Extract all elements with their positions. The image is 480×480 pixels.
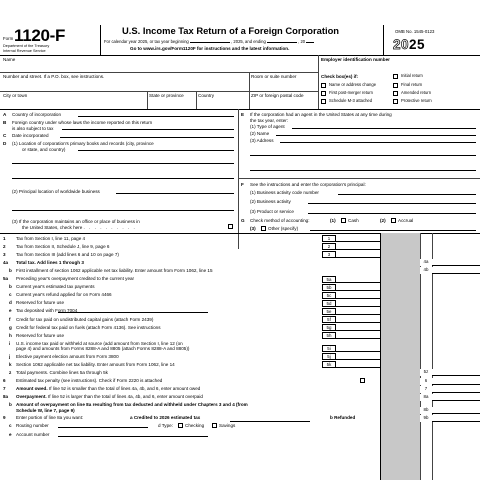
- accrual-option-number: (2): [380, 218, 386, 223]
- accrual-checkbox[interactable]: [391, 218, 396, 223]
- activity-code-field[interactable]: [338, 190, 476, 195]
- account-number-field[interactable]: [58, 432, 208, 437]
- line-amount-field[interactable]: [432, 378, 480, 385]
- line-amount-field[interactable]: [432, 259, 480, 266]
- refunded-label: b Refunded: [330, 415, 356, 421]
- agent-address-label: (3) Address: [250, 138, 274, 143]
- question-d-letter: D: [3, 141, 7, 146]
- line-text: Current year's refund applied for on Form 4466: [16, 292, 112, 298]
- line-box-label: 4a: [420, 259, 432, 266]
- question-d1-text2: or state, and country): [22, 146, 66, 152]
- line-text: Reserved for future use: [16, 332, 65, 338]
- line-text: First installment of section 1062 applicable net tax liability. Enter amount from Form 1062, line 15: [16, 267, 213, 273]
- checking-checkbox[interactable]: [178, 423, 183, 428]
- question-d1-text: (1) Location of corporation's primary books and records (city, province: [12, 141, 154, 146]
- cash-label: Cash: [348, 218, 359, 223]
- tax-year: 2025: [393, 37, 426, 52]
- line-number: z: [9, 369, 12, 375]
- question-b-text: Foreign country under whose laws the income reported on this return: [12, 120, 153, 125]
- line-number: 3: [3, 251, 6, 257]
- other-method-field[interactable]: [310, 226, 476, 231]
- question-g-text: Check method of accounting:: [250, 218, 310, 223]
- question-d3-text2: the United States, check here . . . . . . . . . .: [22, 224, 137, 230]
- date-incorporated-field[interactable]: [60, 133, 234, 138]
- line-box-label: 8b: [420, 407, 432, 414]
- line-number: 1: [3, 235, 6, 241]
- business-activity-label: (2) Business activity: [250, 199, 291, 204]
- line-amount-field[interactable]: [336, 308, 380, 315]
- other-checkbox[interactable]: [261, 226, 266, 231]
- agent-name-label: (2) Name: [250, 131, 270, 136]
- line-number: 2: [3, 243, 6, 249]
- line-text: Tax from Section II, Schedule J, line 9, page 6: [16, 243, 110, 249]
- line-text: Tax from Section III (add lines 6 and 10 on page 7): [16, 251, 119, 257]
- agent-type-label: (1) Type of agent: [250, 124, 285, 129]
- line-number: c: [9, 292, 12, 298]
- accrual-label: Accrual: [398, 218, 414, 223]
- street-label: Number and street. If a P.O. box, see instructions.: [3, 73, 105, 79]
- line-text: Current year's estimated tax payments: [16, 284, 95, 290]
- account-number-field[interactable]: [58, 308, 208, 313]
- line-amount-field[interactable]: [336, 235, 380, 242]
- question-c-letter: C: [3, 133, 7, 138]
- line-text-continued: Schedule W, line 7, page 9): [16, 407, 75, 413]
- line-text: Reserved for future use: [16, 300, 65, 306]
- post-merger-label: First post-merger return: [329, 90, 373, 95]
- line-box-label: 2: [322, 243, 336, 250]
- question-b-letter: B: [3, 120, 7, 125]
- line-text: Estimated tax penalty (see instructions). Check if Form 2220 is attached: [16, 378, 163, 384]
- line-amount-field[interactable]: [336, 353, 380, 360]
- line-box-label: 5a: [322, 276, 336, 283]
- final-return-checkbox[interactable]: [393, 83, 398, 88]
- books-location-field-2[interactable]: [12, 159, 234, 164]
- post-merger-checkbox[interactable]: [321, 91, 326, 96]
- activity-code-label: (1) Business activity code number: [250, 190, 319, 195]
- question-e-text2: the tax year, enter:: [250, 117, 289, 123]
- question-f-text: See the instructions and enter the corporation's principal:: [250, 182, 366, 187]
- line-number: b: [9, 402, 12, 408]
- foreign-country-field[interactable]: [62, 125, 234, 130]
- line-number: 8a: [3, 394, 9, 400]
- line-number: i: [9, 340, 11, 346]
- instructions-link[interactable]: Go to www.irs.gov/Form1120F for instructions and the latest information.: [130, 46, 290, 51]
- form-title: U.S. Income Tax Return of a Foreign Corporation: [122, 25, 340, 36]
- country-incorporation-field[interactable]: [78, 112, 234, 117]
- credited-estimated-label: a Credited to 2026 estimated tax: [130, 415, 201, 421]
- routing-number-field[interactable]: [58, 423, 148, 428]
- question-e-letter: E: [241, 112, 245, 117]
- line-number: h: [9, 332, 12, 338]
- line-box-label: 5g: [322, 324, 336, 331]
- worldwide-business-field[interactable]: [116, 189, 234, 194]
- line-box-label: 4b: [420, 267, 432, 274]
- initial-return-checkbox[interactable]: [393, 74, 398, 79]
- line-number: b: [9, 284, 12, 290]
- line-text: Amount of overpayment on line 8a resulting from tax deducted and withheld under Chapters 3 and 4 (from: [16, 402, 248, 408]
- line-number: e: [9, 308, 12, 314]
- line-number: j: [9, 353, 11, 359]
- line-text: Elective payment election amount from Form 3800: [16, 353, 119, 359]
- question-b-text2: is also subject to tax: [12, 125, 54, 131]
- question-e-text: If the corporation had an agent in the United States at any time during: [250, 112, 392, 117]
- question-g-letter: G: [241, 218, 245, 223]
- credited-amount-field[interactable]: [230, 415, 310, 422]
- line-text: Credit for tax paid on undistributed capital gains (attach Form 2439): [16, 316, 154, 322]
- line-number: g: [9, 324, 12, 330]
- line-amount-field[interactable]: [336, 251, 380, 258]
- line-box-label: 6: [420, 378, 432, 385]
- line-amount-field[interactable]: [336, 316, 380, 323]
- agent-address-field[interactable]: [280, 138, 476, 143]
- line-text: Enter portion of line 8a you want:: [16, 415, 84, 421]
- amended-return-label: Amended return: [401, 90, 432, 95]
- city-label: City or town: [3, 92, 28, 98]
- line-text: Amount owed. If line 5z is smaller than the total of lines 4a, 4b, and 6, enter amount owed: [16, 386, 201, 392]
- name-change-label: Name or address change: [329, 82, 377, 87]
- state-label: State or province: [149, 92, 184, 98]
- line-number: 9: [3, 415, 6, 421]
- agent-address-field-3[interactable]: [250, 166, 476, 171]
- books-location-field-3[interactable]: [12, 174, 234, 179]
- line-amount-field[interactable]: [336, 345, 380, 352]
- line-amount-field[interactable]: [336, 243, 380, 250]
- line-box-label: 5i: [322, 345, 336, 352]
- line-number: 4a: [3, 259, 9, 265]
- ein-label: Employer identification number: [321, 57, 390, 62]
- line-text: Account number: [16, 431, 50, 437]
- books-location-field[interactable]: [78, 146, 234, 151]
- line-box-label: 3: [322, 251, 336, 258]
- line-box-label: 5e: [322, 308, 336, 315]
- line-box-label: 5k: [322, 361, 336, 368]
- agent-type-field[interactable]: [292, 124, 476, 129]
- savings-checkbox[interactable]: [212, 423, 217, 428]
- line-amount-field[interactable]: [432, 386, 480, 393]
- line-text: Tax from Section I, line 11, page 4: [16, 235, 86, 241]
- line-amount-field[interactable]: [336, 361, 380, 368]
- question-d3-text: (3) If the corporation maintains an office or place of business in: [12, 219, 140, 224]
- line-text: Total payments. Combine lines 5a through 5k: [16, 369, 108, 375]
- checking-label: Checking: [185, 423, 205, 429]
- line-box-label: 5h: [322, 332, 336, 339]
- question-a-text: Country of incorporation: [12, 112, 62, 117]
- line-box-label: 5c: [322, 292, 336, 299]
- line-box-label: 5z: [420, 369, 432, 376]
- line-text: Routing number: [16, 423, 49, 429]
- name-field[interactable]: [3, 62, 315, 71]
- line-amount-field[interactable]: [432, 394, 480, 401]
- agent-name-field[interactable]: [276, 131, 476, 136]
- question-c-text: Date incorporated: [12, 133, 49, 138]
- line-amount-field[interactable]: [336, 300, 380, 307]
- worldwide-business-field-2[interactable]: [12, 206, 234, 211]
- line-text: Overpayment. If line 5z is larger than the total of lines 4a, 4b, and 6, enter amount overpaid: [16, 394, 203, 400]
- line-box-label: 5d: [322, 300, 336, 307]
- amended-return-checkbox[interactable]: [393, 91, 398, 96]
- line-text-continued: page 4) and amounts from Forms 8288-A and 8805 (attach Forms 8288-A and 8805)): [16, 346, 190, 352]
- line-box-label: 5f: [322, 316, 336, 323]
- line-amount-field[interactable]: [336, 292, 380, 299]
- line-box-label: 7: [420, 386, 432, 393]
- line-number: 7: [3, 386, 6, 392]
- product-service-label: (3) Product or service: [250, 209, 294, 214]
- final-return-label: Final return: [401, 82, 423, 87]
- form-number: 1120-F: [14, 26, 66, 45]
- line-amount-field[interactable]: [432, 267, 480, 274]
- line-box-label: 1: [322, 235, 336, 242]
- line-number: d: [9, 300, 12, 306]
- line-amount-field[interactable]: [336, 276, 380, 283]
- street-field[interactable]: [3, 78, 247, 90]
- tax-period-line: For calendar year 2025, or tax year beginning , 2025, and ending , 20: [104, 39, 314, 45]
- line-box-label: 5b: [322, 284, 336, 291]
- line-number: c: [9, 423, 12, 429]
- dept-line-2: Internal Revenue Service: [3, 49, 46, 53]
- question-f-letter: F: [241, 182, 244, 187]
- line-amount-field[interactable]: [336, 324, 380, 331]
- line-amount-field[interactable]: [432, 415, 480, 422]
- ein-field[interactable]: [321, 62, 477, 71]
- line-amount-field[interactable]: [336, 284, 380, 291]
- line-number: b: [9, 267, 12, 273]
- other-label: Other (specify): [268, 226, 299, 231]
- schedule-m3-checkbox[interactable]: [321, 99, 326, 104]
- question-a-letter: A: [3, 112, 7, 117]
- product-service-field[interactable]: [308, 209, 476, 214]
- question-d2-text: (2) Principal location of worldwide business: [12, 189, 100, 194]
- line-box-label: 5j: [322, 353, 336, 360]
- line-number: 6: [3, 378, 6, 384]
- room-label: Room or suite number: [251, 73, 297, 79]
- check-boxes-label: Check box(es) if:: [321, 74, 359, 79]
- line-box-label: 8a: [420, 394, 432, 401]
- account-type-label: d Type:: [158, 423, 173, 429]
- dept-line-1: Department of the Treasury: [3, 44, 50, 48]
- business-activity-field[interactable]: [308, 199, 476, 204]
- cash-option-number: (1): [330, 218, 336, 223]
- schedule-m3-label: Schedule M-3 attached: [329, 98, 373, 103]
- savings-label: Savings: [219, 423, 236, 429]
- protective-return-label: Protective return: [401, 98, 432, 103]
- agent-address-field-2[interactable]: [250, 151, 476, 156]
- line-text: Tax deposited with Form 7004: [16, 308, 78, 314]
- form-label: Form: [3, 36, 14, 41]
- line-number: f: [9, 316, 11, 322]
- line-number: 5a: [3, 276, 9, 281]
- zip-label: ZIP or foreign postal code: [251, 92, 304, 98]
- omb-number: OMB No. 1545-0123: [395, 29, 435, 34]
- line-amount-field[interactable]: [432, 407, 480, 414]
- line-text: U.S. income tax paid or withheld at source (add amount from Section I, line 12 (on: [16, 340, 183, 346]
- line-text: Section 1062 applicable net tax liability. Enter amount from Form 1062, line 14: [16, 361, 175, 367]
- line-text: Credit for federal tax paid on fuels (attach Form 4136). See instructions: [16, 324, 161, 330]
- us-office-checkbox[interactable]: [228, 224, 233, 229]
- name-label: Name: [3, 57, 16, 62]
- line-amount-field[interactable]: [432, 369, 480, 376]
- line-box-label: 9b: [420, 415, 432, 422]
- other-option-number: (3): [250, 226, 256, 231]
- line-number: e: [9, 431, 12, 437]
- cash-checkbox[interactable]: [341, 218, 346, 223]
- line-amount-field[interactable]: [336, 332, 380, 339]
- room-field[interactable]: [251, 78, 316, 90]
- line-text: Preceding year's overpayment credited to the current year: [16, 276, 135, 281]
- name-change-checkbox[interactable]: [321, 83, 326, 88]
- line-number: k: [9, 361, 12, 367]
- initial-return-label: Initial return: [401, 73, 423, 78]
- form-2220-checkbox[interactable]: [360, 378, 365, 383]
- protective-return-checkbox[interactable]: [393, 99, 398, 104]
- country-label: Country: [198, 92, 215, 98]
- line-text: Total tax. Add lines 1 through 3: [16, 259, 84, 265]
